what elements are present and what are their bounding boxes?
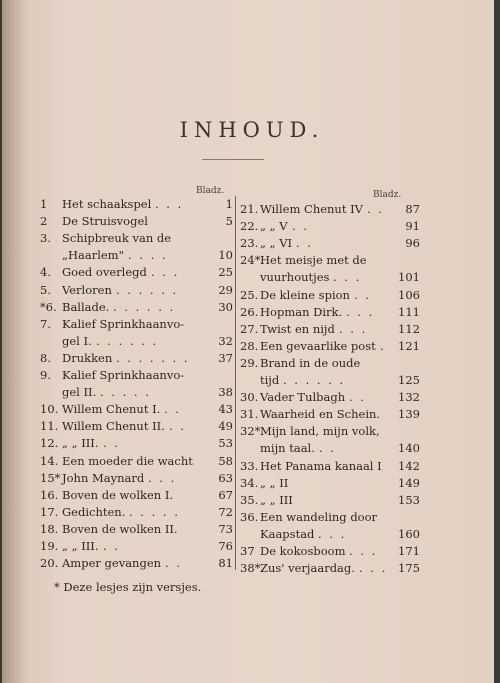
toc-entry-number: 3.: [40, 231, 51, 246]
column-divider: [235, 196, 236, 570]
toc-entry-number: 15*: [40, 470, 61, 485]
toc-entry-dots: . . . . . .: [116, 282, 179, 297]
toc-entry-page: 5: [225, 214, 233, 229]
toc-entry-title: Willem Chenut I.: [62, 402, 161, 417]
toc-entry-page: 49: [218, 419, 233, 434]
toc-entry-title: Kalief Sprinkhaanvo-: [62, 368, 185, 382]
toc-entry-number: 29.: [240, 355, 259, 370]
toc-entry-title: Willem Chenut II.: [62, 419, 165, 434]
toc-entry-number: 27.: [240, 321, 259, 336]
toc-entry-number: 17.: [40, 504, 59, 519]
toc-entry-dots: . . .: [346, 304, 375, 319]
toc-entry-title: „ „ III: [260, 492, 293, 507]
toc-entry-title: John Maynard: [62, 470, 145, 485]
toc-entry-title: „ „ II: [260, 475, 289, 490]
toc-entry-page: 38: [218, 385, 233, 400]
toc-entry-number: 25.: [240, 287, 259, 302]
toc-entry-title: mijn taal.: [260, 441, 315, 456]
toc-entry-title: Twist en nijd: [260, 321, 335, 336]
toc-entry-number: 1: [40, 197, 48, 211]
toc-entry-title: Drukken: [62, 350, 113, 365]
toc-entry-page: 171: [398, 544, 420, 558]
toc-entry-title: Verloren: [62, 282, 112, 297]
toc-entry-number: 10.: [40, 402, 59, 417]
toc-entry-page: 25: [218, 265, 233, 280]
toc-entry-title: tijd: [260, 373, 280, 387]
toc-entry-title: Een gevaarlike post: [260, 338, 376, 353]
toc-entry-page: 175: [398, 561, 420, 576]
toc-entry-page: 29: [218, 282, 233, 297]
toc-entry-page: 58: [218, 453, 233, 468]
toc-entry-page: 160: [398, 526, 420, 541]
toc-entry-number: 8.: [40, 350, 51, 365]
toc-entry-number: 11.: [40, 419, 59, 434]
toc-entry-dots: . . .: [151, 265, 180, 280]
toc-entry-page: 112: [398, 321, 420, 336]
toc-entry-number: 23.: [240, 236, 259, 251]
toc-entry-number: *6.: [40, 299, 57, 314]
toc-entry-title: Het schaakspel: [62, 197, 152, 211]
toc-entry-dots: . . . .: [128, 248, 168, 263]
toc-entry-title: Het meisje met de: [260, 253, 367, 268]
toc-entry-page: 72: [218, 504, 233, 519]
toc-entry-dots: . . . . .: [129, 504, 180, 519]
toc-entry-dots: . .: [349, 390, 366, 405]
left-page-header: Bladz.: [196, 186, 225, 196]
toc-entry-page: 53: [218, 436, 233, 451]
toc-entry-page: 63: [218, 470, 233, 485]
toc-entry-number: 2: [40, 214, 48, 229]
toc-entry-title: „ „ VI: [260, 236, 293, 251]
toc-entry-dots: . .: [319, 441, 336, 456]
toc-entry-title: Schipbreuk van de: [62, 231, 172, 246]
toc-entry-dots: . . . . . .: [283, 373, 346, 387]
toc-entry-title: Gedichten.: [62, 504, 126, 519]
toc-entry-page: 149: [398, 475, 420, 490]
toc-entry-title: „ „ III.: [62, 539, 99, 553]
toc-entry-dots: . . .: [155, 197, 184, 211]
toc-entry-page: 67: [218, 487, 233, 502]
toc-entry-dots: . . . . .: [100, 385, 151, 400]
toc-entry-dots: . . . . . .: [96, 333, 159, 348]
toc-entry-title: Boven de wolken II.: [62, 521, 178, 536]
toc-entry-number: 21.: [240, 202, 259, 216]
toc-entry-title: „ „ III.: [62, 436, 99, 451]
toc-entry-page: 153: [398, 492, 420, 507]
toc-entry-number: 14.: [40, 453, 59, 468]
toc-entry-number: 12.: [40, 436, 59, 451]
page-title: INHOUD.: [179, 118, 325, 142]
toc-entry-title: Een wandeling door: [260, 509, 378, 524]
toc-entry-number: 38*.: [240, 561, 265, 576]
toc-entry-number: 33.: [240, 458, 259, 473]
toc-entry-title: Amper gevangen: [62, 556, 162, 571]
toc-entry-title: Het Panama kanaal I: [260, 458, 382, 473]
toc-entry-page: 1: [225, 197, 233, 211]
toc-entry-title: Ballade.: [62, 299, 110, 314]
toc-entry-dots: . .: [103, 436, 120, 451]
toc-entry-dots: . . . . . . .: [116, 350, 190, 365]
toc-entry-dots: . .: [292, 219, 309, 234]
book-page: [2, 0, 494, 683]
toc-entry-title: Kaapstad: [260, 526, 315, 541]
toc-entry-dots: . .: [367, 202, 384, 216]
toc-entry-page: 73: [218, 521, 233, 536]
toc-entry-page: 139: [398, 407, 420, 422]
toc-entry-number: 31.: [240, 407, 259, 422]
toc-entry-dots: . .: [296, 236, 313, 251]
toc-entry-number: 19.: [40, 539, 59, 553]
toc-entry-dots: . .: [164, 402, 181, 417]
toc-entry-number: 18.: [40, 521, 59, 536]
toc-entry-title: Vader Tulbagh: [260, 390, 346, 405]
toc-entry-number: 30.: [240, 390, 259, 405]
toc-entry-number: 37: [240, 544, 255, 558]
toc-entry-dots: . . .: [339, 321, 368, 336]
toc-entry-number: 28.: [240, 338, 259, 353]
toc-entry-number: 35.: [240, 492, 259, 507]
toc-entry-page: 106: [398, 287, 420, 302]
toc-entry-title: Goed overlegd: [62, 265, 147, 280]
toc-entry-dots: . . .: [318, 526, 347, 541]
toc-entry-number: 24*.: [240, 253, 265, 268]
toc-entry-dots: . .: [169, 419, 186, 434]
toc-entry-number: 22.: [240, 219, 259, 234]
toc-entry-title: Waarheid en Schein.: [260, 407, 381, 422]
toc-entry-page: 96: [405, 236, 420, 251]
toc-entry-dots: . .: [165, 556, 182, 571]
footnote: * Deze lesjes zijn versjes.: [54, 580, 202, 594]
toc-entry-dots: . . .: [349, 544, 378, 558]
toc-entry-dots: . .: [354, 287, 371, 302]
toc-entry-title: Willem Chenut IV: [260, 202, 363, 216]
toc-entry-title: gel I.: [62, 333, 92, 348]
toc-entry-title: De kokosboom: [260, 544, 346, 558]
toc-entry-number: 36.: [240, 509, 259, 524]
toc-entry-title: „Haarlem": [62, 248, 124, 263]
toc-entry-dots: . . .: [333, 270, 362, 285]
toc-entry-page: 111: [398, 304, 420, 319]
toc-entry-number: 26.: [240, 304, 259, 319]
toc-entry-page: 76: [218, 539, 233, 553]
toc-entry-page: 125: [398, 373, 420, 387]
toc-entry-page: 121: [398, 338, 420, 353]
toc-entry-number: 7.: [40, 316, 51, 331]
toc-entry-dots: . .: [103, 539, 120, 553]
toc-entry-dots: . . .: [148, 470, 177, 485]
toc-entry-number: 16.: [40, 487, 59, 502]
toc-entry-page: 140: [398, 441, 420, 456]
toc-entry-dots: . . . . . .: [113, 299, 176, 314]
toc-entry-page: 142: [398, 458, 420, 473]
toc-entry-page: 101: [398, 270, 420, 285]
right-page-header: Bladz.: [373, 190, 402, 200]
toc-entry-title: De kleine spion: [260, 287, 350, 302]
toc-entry-number: 32*.: [240, 424, 265, 439]
toc-entry-page: 32: [218, 333, 233, 348]
title-rule: [202, 159, 264, 160]
toc-entry-title: „ „ V: [260, 219, 288, 234]
toc-entry-page: 87: [405, 202, 420, 216]
toc-entry-title: vuurhoutjes: [260, 270, 330, 285]
toc-entry-page: 30: [218, 299, 233, 314]
toc-entry-dots: . . .: [359, 561, 388, 576]
toc-entry-page: 81: [218, 556, 233, 571]
toc-entry-number: 4.: [40, 265, 51, 280]
toc-entry-dots: .: [380, 338, 386, 353]
toc-entry-number: 20.: [40, 556, 59, 571]
toc-entry-number: 34.: [240, 475, 259, 490]
page-fold-shadow: [2, 0, 28, 683]
toc-entry-title: Boven de wolken I.: [62, 487, 174, 502]
toc-entry-page: 37: [218, 350, 233, 365]
toc-entry-title: Een moeder die wacht: [62, 453, 193, 468]
toc-entry-page: 132: [398, 390, 420, 405]
toc-entry-title: Hopman Dirk.: [260, 304, 343, 319]
toc-entry-title: gel II.: [62, 385, 97, 400]
toc-entry-number: 5.: [40, 282, 51, 297]
toc-entry-title: Brand in de oude: [260, 355, 361, 370]
toc-entry-page: 43: [218, 402, 233, 417]
toc-entry-page: 10: [218, 248, 233, 263]
toc-entry-title: Mijn land, mijn volk,: [260, 424, 380, 439]
toc-entry-title: Zus' verjaardag.: [260, 561, 355, 576]
toc-entry-title: Kalief Sprinkhaanvo-: [62, 316, 185, 331]
toc-entry-page: 91: [405, 219, 420, 234]
toc-entry-number: 9.: [40, 368, 51, 382]
toc-entry-title: De Struisvogel: [62, 214, 148, 229]
